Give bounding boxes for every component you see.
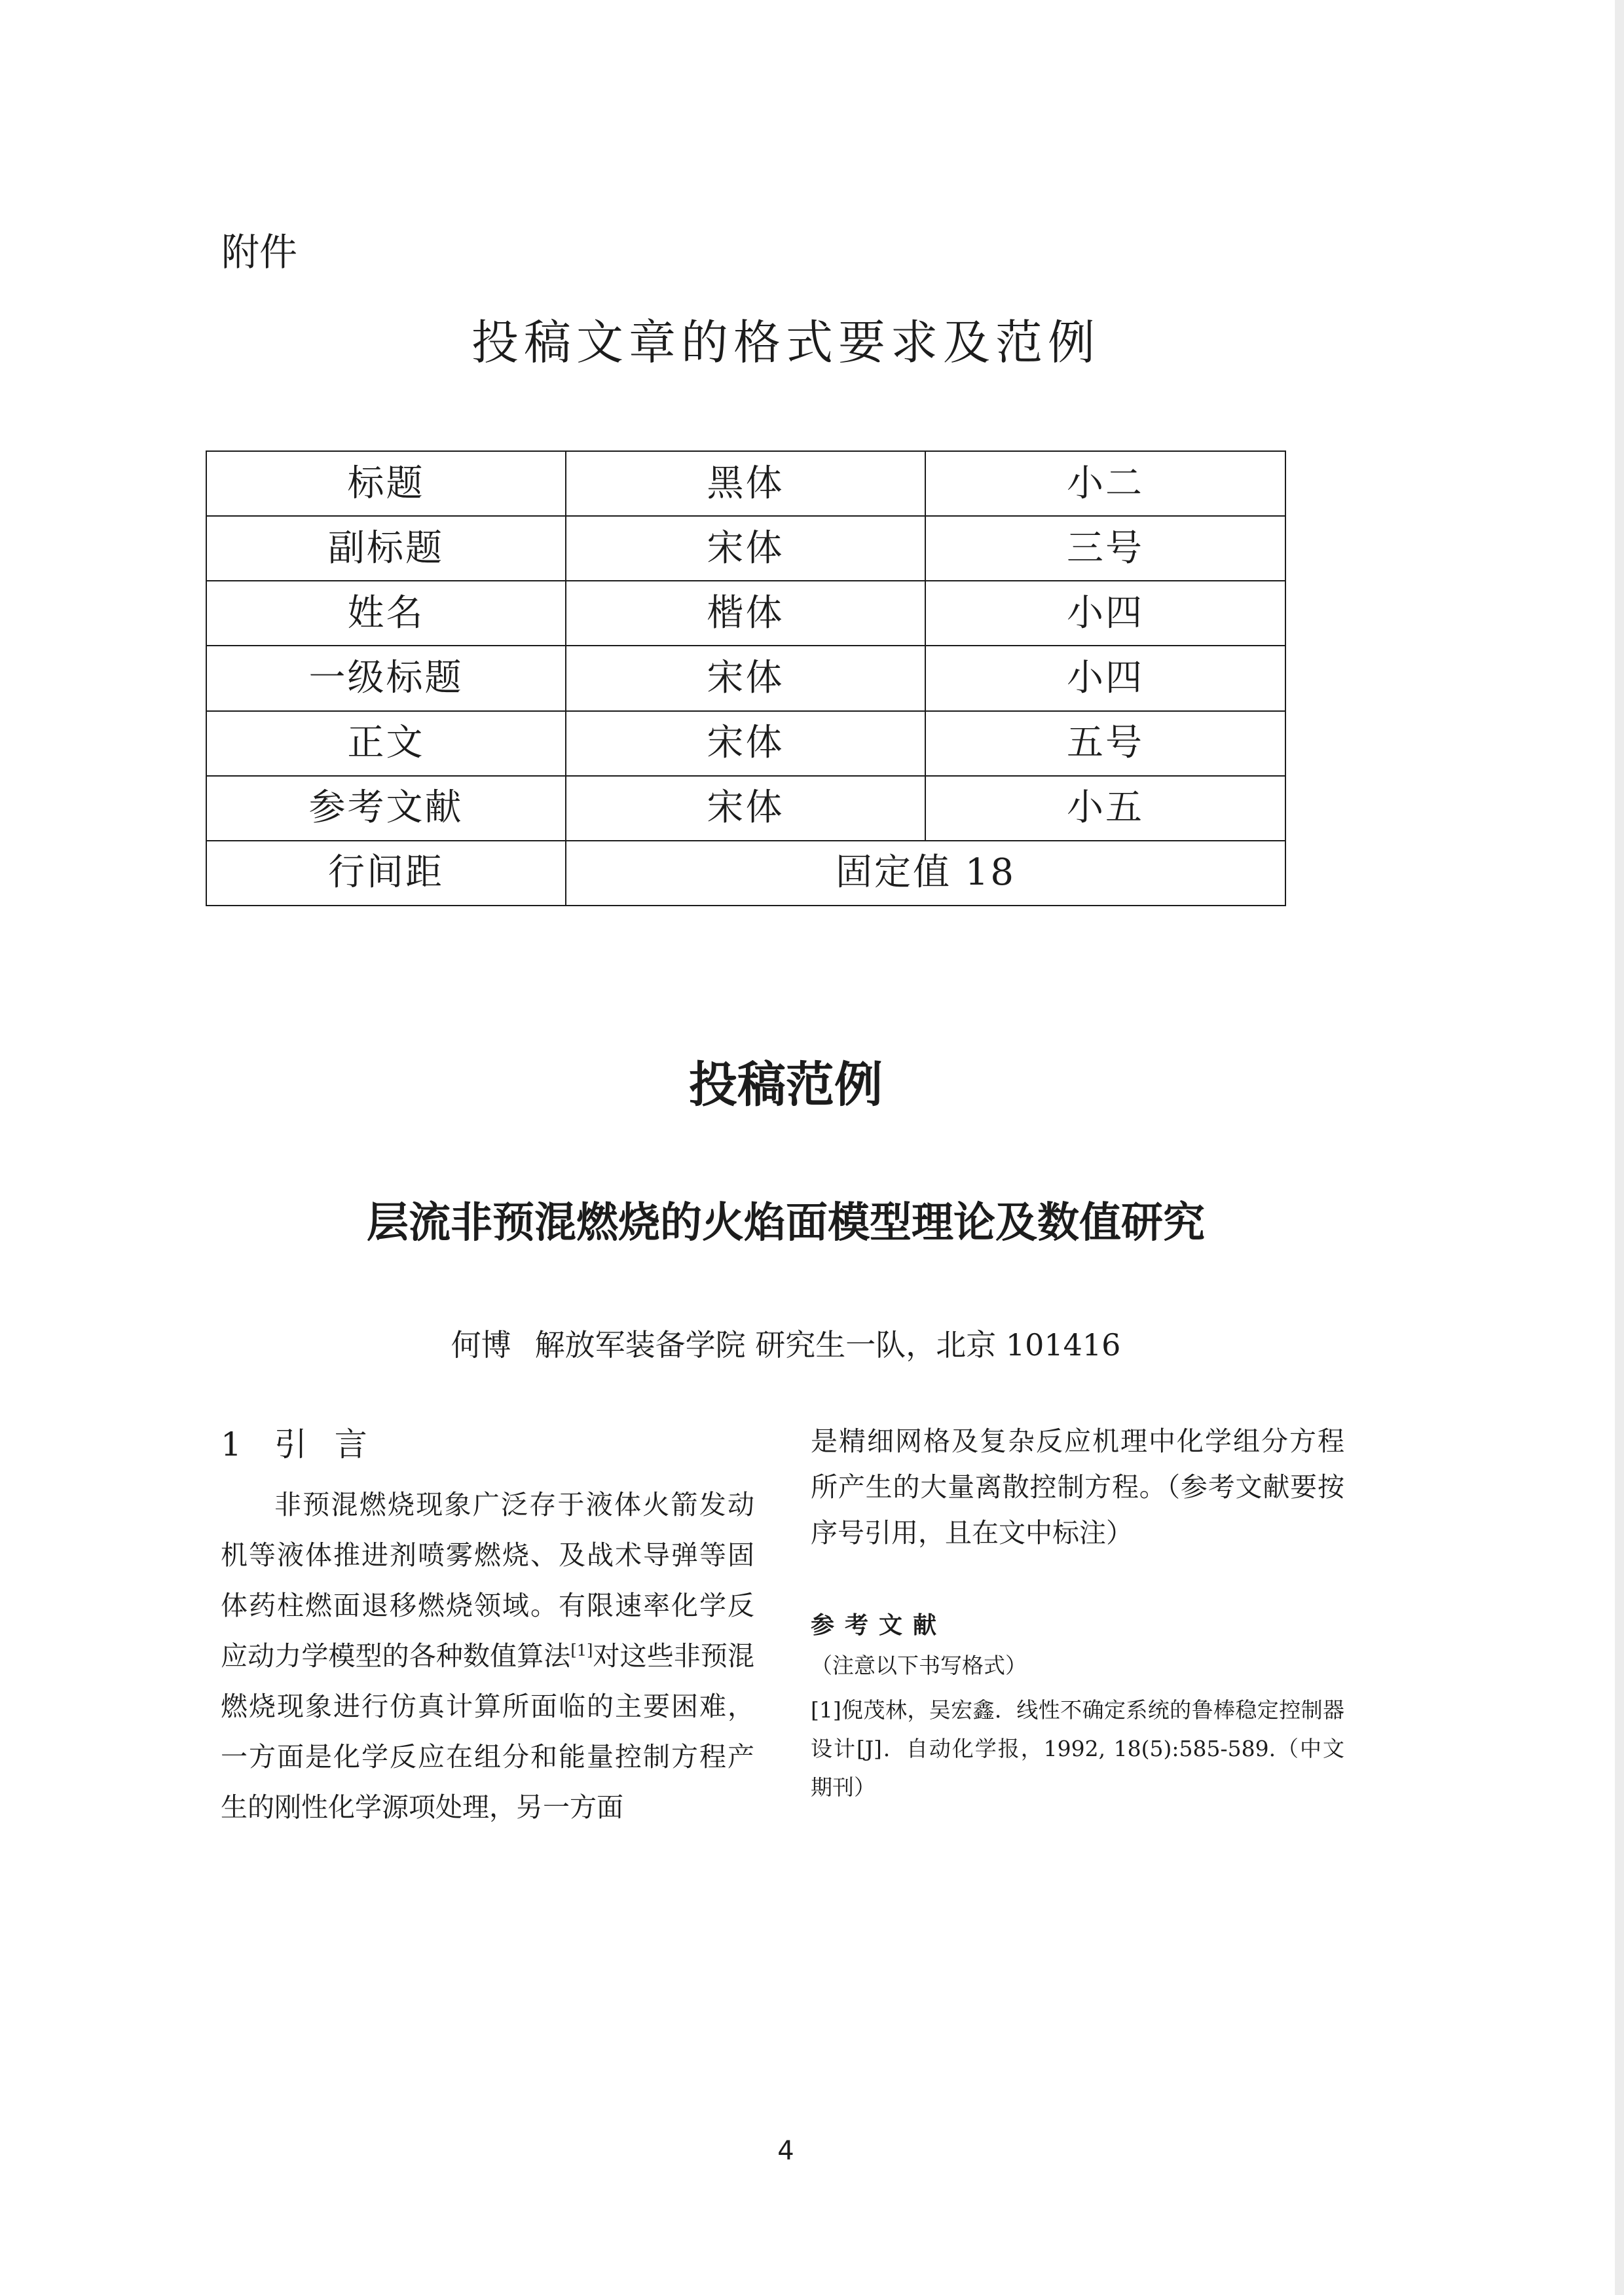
section-title: 引言 <box>274 1425 395 1463</box>
table-row <box>206 581 1285 646</box>
table-cell-size: 小二 <box>925 451 1285 516</box>
table-cell-item: 标题 <box>206 451 566 516</box>
format-requirements-table <box>206 450 1286 906</box>
table-cell-item: 参考文献 <box>206 776 566 841</box>
table-row-line-spacing <box>206 841 1285 906</box>
example-heading: 投稿范例 <box>689 1057 883 1113</box>
table-cell-item: 正文 <box>206 711 566 776</box>
table-cell-font: 宋体 <box>566 516 925 581</box>
reference-item: [1]倪茂林，吴宏鑫．线性不确定系统的鲁棒稳定控制器设计[J]．自动化学报，1992, 18(5):585-589.（中文期刊） <box>811 1697 1344 1800</box>
page-number: 4 <box>777 2136 794 2166</box>
table-row <box>206 711 1285 776</box>
table-cell-item: 姓名 <box>206 581 566 646</box>
body-paragraph-continued: 是精细网格及复杂反应机理中化学组分方程所产生的大量离散控制方程。（参考文献要按序号引用，且在文中标注） <box>811 1425 1344 1549</box>
table-cell-size: 小五 <box>925 776 1285 841</box>
section-heading <box>221 1418 395 1465</box>
table-cell-item: 行间距 <box>206 841 566 906</box>
table-cell-font: 宋体 <box>566 711 925 776</box>
table-row <box>206 451 1285 516</box>
author-name: 何博 <box>451 1327 511 1363</box>
document-title: 投稿文章的格式要求及范例 <box>471 315 1100 370</box>
body-paragraph <box>221 1480 754 1833</box>
section-number: 1 <box>221 1425 242 1463</box>
references-note: （注意以下书写格式） <box>811 1653 1027 1678</box>
body-text: 对这些非预混燃烧现象进行仿真计算所面临的主要困难，一方面是化学反应在组分和能量控制方程产生的刚性化学源项处理，另一方面 <box>221 1640 755 1823</box>
table-row <box>206 646 1285 710</box>
author-line <box>0 1321 1572 1365</box>
table-cell-size: 三号 <box>925 516 1285 581</box>
table-cell-font: 宋体 <box>566 646 925 710</box>
scan-edge <box>1615 0 1624 2295</box>
table-cell-item: 一级标题 <box>206 646 566 710</box>
table-cell-font: 宋体 <box>566 776 925 841</box>
body-right-column <box>811 1418 1344 1556</box>
table-row <box>206 516 1285 581</box>
table-cell-size: 小四 <box>925 646 1285 710</box>
table-cell-font: 黑体 <box>566 451 925 516</box>
author-affiliation: 解放军装备学院 研究生一队，北京 101416 <box>534 1327 1121 1363</box>
table-cell-value: 固定值 18 <box>566 841 1285 906</box>
citation-mark: [1] <box>570 1641 593 1660</box>
table-cell-size: 小四 <box>925 581 1285 646</box>
body-text: 非预混燃烧现象广泛存于液体火箭发动机等液体推进剂喷雾燃烧、及战术导弹等固体药柱燃面退移燃烧领域。有限速率化学反应动力学模型的各种数值算法 <box>221 1489 754 1672</box>
paper-title: 层流非预混燃烧的火焰面模型理论及数值研究 <box>367 1199 1205 1247</box>
body-left-column <box>221 1480 754 1833</box>
table-cell-item: 副标题 <box>206 516 566 581</box>
attachment-label: 附件 <box>221 230 298 274</box>
table-cell-size: 五号 <box>925 711 1285 776</box>
table-row <box>206 776 1285 841</box>
table-cell-font: 楷体 <box>566 581 925 646</box>
references-heading: 参考文献 <box>811 1612 948 1639</box>
